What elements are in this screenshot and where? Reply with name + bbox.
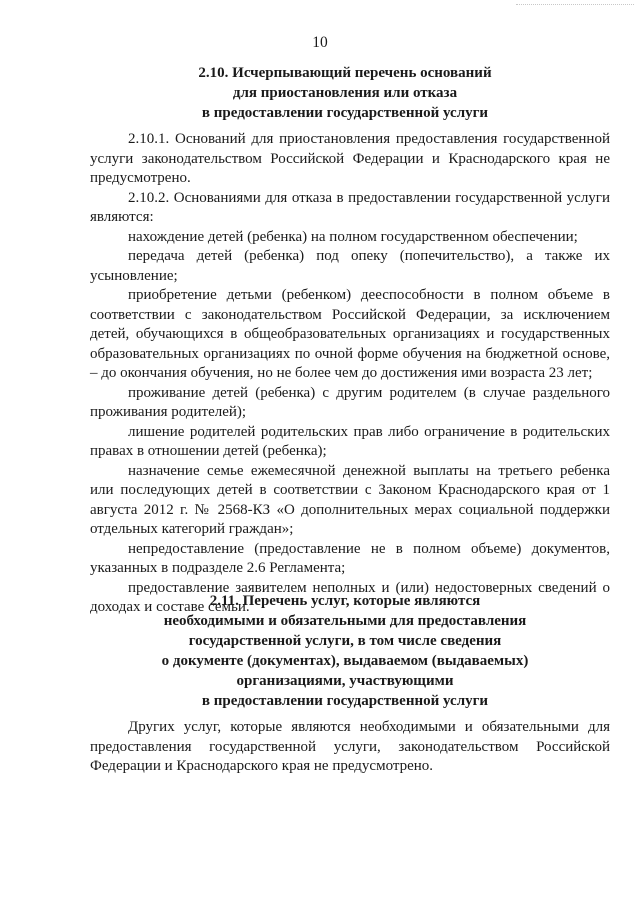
heading-line: для приостановления или отказа bbox=[232, 85, 458, 101]
section-heading-2-10 bbox=[80, 63, 610, 123]
heading-line: в предоставлении государственной услуги bbox=[201, 105, 489, 121]
list-item: проживание детей (ребенка) с другим родителем (в случае раздельного проживания родителей); bbox=[90, 384, 610, 420]
section-heading-2-11 bbox=[80, 591, 610, 711]
page-number: 10 bbox=[312, 34, 328, 51]
scan-artifact bbox=[516, 4, 634, 11]
list-item: нахождение детей (ребенка) на полном государственном обеспечении; bbox=[128, 228, 578, 245]
heading-line: 2.11. Перечень услуг, которые являются bbox=[209, 593, 481, 609]
heading-line: необходимыми и обязательными для предоставления bbox=[163, 613, 527, 629]
list-item: предоставление заявителем неполных и (или) недостоверных сведений о доходах и составе семьи. bbox=[90, 579, 610, 615]
heading-line: государственной услуги, в том числе сведения bbox=[188, 633, 502, 649]
list-item: лишение родителей родительских прав либо ограничение в родительских правах в отношении детей (ребенка); bbox=[90, 423, 610, 459]
section-body-2-10 bbox=[90, 130, 610, 618]
heading-line: в предоставлении государственной услуги bbox=[201, 693, 489, 709]
paragraph: Других услуг, которые являются необходимыми и обязательными для предоставления государственной услуги, законодательством Российской Федерации и Краснодарского края не предусмотрено. bbox=[90, 719, 610, 774]
heading-line: о документе (документах), выдаваемом (выдаваемых) bbox=[161, 653, 529, 669]
section-body-2-11 bbox=[90, 718, 610, 777]
heading-line: организациями, участвующими bbox=[236, 673, 454, 689]
paragraph: 2.10.2. Основаниями для отказа в предоставлении государственной услуги являются: bbox=[90, 189, 610, 225]
list-item: передача детей (ребенка) под опеку (попечительство), а также их усыновление; bbox=[90, 248, 610, 284]
list-item: назначение семье ежемесячной денежной выплаты на третьего ребенка или последующих детей в соответствии с Законом Краснодарского края от 1 августа 2012 г. № 2568-КЗ «О дополнительных мерах социальной поддержки отдельных категорий граждан»; bbox=[90, 462, 610, 537]
list-item: приобретение детьми (ребенком) дееспособности в полном объеме в соответствии с законодательством Российской Федерации, за исключением детей, обучающихся в общеобразовательных организациях и государственных образовательных организациях по очной форме обучения на бюджетной основе, – до окончания обучения, но не более чем до достижения ими возраста 23 лет; bbox=[90, 287, 610, 381]
paragraph: 2.10.1. Оснований для приостановления предоставления государственной услуги законодательством Российской Федерации и Краснодарского края не предусмотрено. bbox=[90, 131, 610, 186]
list-item: непредоставление (предоставление не в полном объеме) документов, указанных в подразделе 2.6 Регламента; bbox=[90, 540, 610, 576]
heading-line: 2.10. Исчерпывающий перечень оснований bbox=[198, 65, 492, 81]
